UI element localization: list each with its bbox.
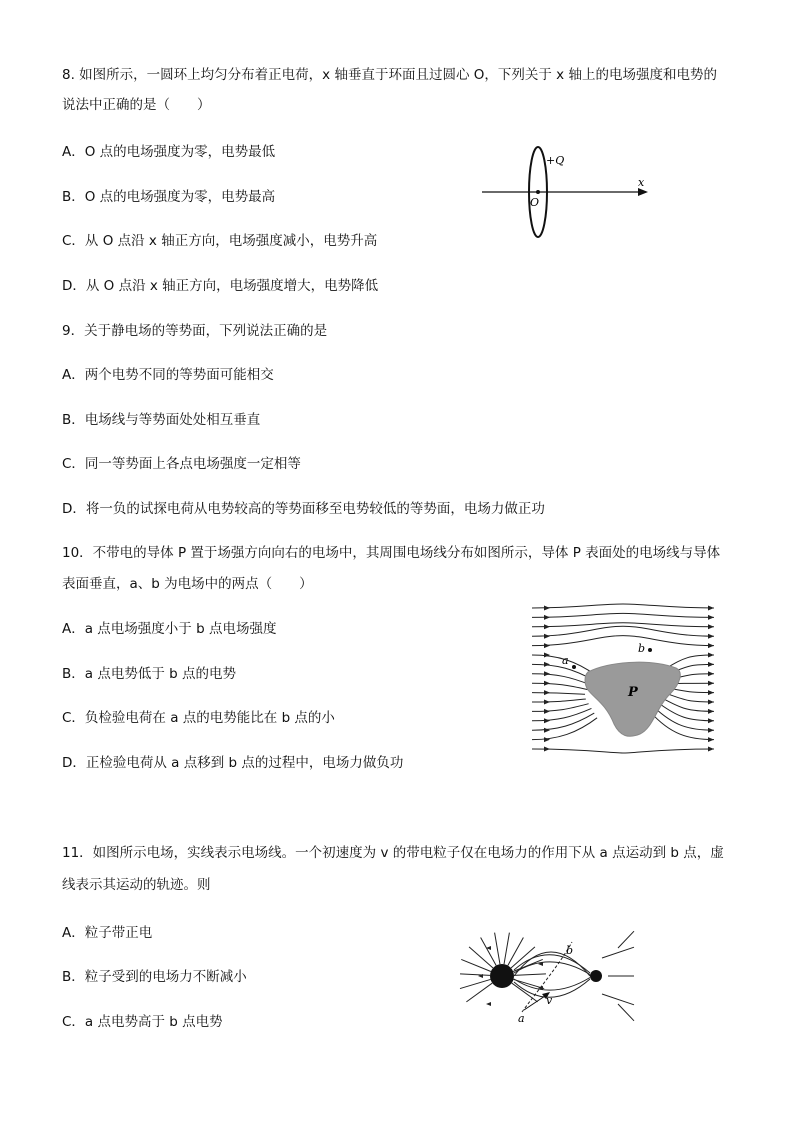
field-line-arrow (544, 737, 550, 742)
field-line-arrow (708, 690, 714, 695)
field-line (532, 604, 714, 608)
field-line-arrow (544, 700, 550, 705)
q8-option-a: A．O 点的电场强度为零，电势最低 (62, 144, 276, 160)
field-line-arrow (544, 671, 550, 676)
q8-option-c: C．从 O 点沿 x 轴正方向，电场强度减小，电势升高 (62, 233, 378, 249)
field-line-arrow (708, 709, 714, 714)
q11-field-line (460, 974, 490, 976)
field-line-arrow (708, 624, 714, 629)
field-line (532, 636, 714, 646)
q11-stem-line1: 11．如图所示电场，实线表示电场线。一个初速度为 v 的带电粒子仅在电场力的作用下从 a 点运动到 b 点，虚 (62, 845, 724, 861)
q9-option-b: B．电场线与等势面处处相互垂直 (62, 412, 261, 428)
q11-option-a: A．粒子带正电 (62, 925, 153, 941)
field-line-arrow (708, 718, 714, 723)
q9-option-c: C．同一等势面上各点电场强度一定相等 (62, 456, 301, 472)
field-line-arrow (544, 728, 550, 733)
q10-option-b: B．a 点电势低于 b 点的电势 (62, 666, 236, 682)
q11-field-line (618, 1004, 634, 1021)
field-line-arrow (708, 671, 714, 676)
q11-field-line (461, 959, 491, 971)
field-line (532, 613, 714, 617)
q11-field-line (514, 974, 546, 976)
q8-option-d: D．从 O 点沿 x 轴正方向，电场强度增大，电势降低 (62, 278, 379, 294)
field-line-arrow (544, 624, 550, 629)
q10-option-a: A．a 点电场强度小于 b 点电场强度 (62, 621, 277, 637)
q11-field-line (481, 938, 497, 966)
q11-field-line (602, 994, 634, 1005)
q11-field-line (469, 947, 493, 968)
q9-option-a: A．两个电势不同的等势面可能相交 (62, 367, 274, 383)
field-line-arrow (544, 718, 550, 723)
field-line-arrow (544, 606, 550, 611)
q11-field-line (495, 933, 500, 965)
field-line-arrow (544, 615, 550, 620)
ring-center-dot (536, 190, 540, 194)
field-line-arrow (544, 662, 550, 667)
q9-option-d: D．将一负的试探电荷从电势较高的等势面移至电势较低的等势面，电场力做正功 (62, 501, 545, 517)
velocity-label: v (546, 994, 553, 1007)
center-label: O (530, 196, 540, 209)
field-line-arrow (708, 700, 714, 705)
field-line (532, 749, 714, 753)
point-b-label: b (566, 944, 574, 957)
point-b-label: b (638, 642, 646, 655)
conductor-label: P (628, 685, 638, 700)
field-line-arrow (708, 747, 714, 752)
q8-stem-line1: 8. 如图所示，一圆环上均匀分布着正电荷，x 轴垂直于环面且过圆心 O，下列关于 x 轴上的电场强度和电势的 (62, 67, 717, 83)
q11-field-line (602, 947, 634, 958)
point-a-label: a (518, 1012, 525, 1024)
q10-stem-line1: 10．不带电的导体 P 置于场强方向向右的电场中，其周围电场线分布如图所示，导体 P 表面处的电场线与导体 (62, 545, 721, 561)
point-a-dot (572, 665, 576, 669)
q11-field-line (618, 931, 634, 948)
q11-option-b: B．粒子受到的电场力不断减小 (62, 969, 247, 985)
field-line-arrow (708, 662, 714, 667)
field-line-arrow (708, 634, 714, 639)
field-line-arrow (544, 681, 550, 686)
field-line-arrow (544, 634, 550, 639)
field-line-arrow (544, 709, 550, 714)
q8-option-b: B．O 点的电场强度为零，电势最高 (62, 189, 276, 205)
q11-stem-line2: 线表示其运动的轨迹。则 (62, 877, 211, 893)
point-a-label: a (562, 654, 569, 667)
axis-label: x (638, 176, 645, 189)
large-charge (490, 964, 514, 988)
point-b-dot (648, 648, 652, 652)
q11-field-line (504, 933, 509, 965)
q8-stem-line2: 说法中正确的是（ ） (62, 97, 211, 113)
q11-field-arrow (486, 1002, 491, 1006)
q10-option-d: D．正检验电荷从 a 点移到 b 点的过程中，电场力做负功 (62, 755, 404, 771)
q11-option-c: C．a 点电势高于 b 点电势 (62, 1014, 223, 1030)
field-line-arrow (544, 643, 550, 648)
ring-charge-figure (478, 140, 658, 245)
field-line-arrow (708, 643, 714, 648)
field-line-arrow (708, 737, 714, 742)
field-line-arrow (708, 653, 714, 658)
q10-option-c: C．负检验电荷在 a 点的电势能比在 b 点的小 (62, 710, 335, 726)
field-line-arrow (708, 728, 714, 733)
charge-label: +Q (546, 154, 565, 167)
field-line-arrow (708, 606, 714, 611)
x-axis-arrow-icon (638, 188, 648, 196)
small-charge (590, 970, 602, 982)
field-line-arrow (708, 681, 714, 686)
field-line-arrow (544, 653, 550, 658)
conductor-field-figure (528, 600, 718, 766)
field-line (532, 626, 714, 636)
field-line-arrow (544, 747, 550, 752)
q11-field-line (508, 938, 524, 966)
field-line-arrow (544, 690, 550, 695)
q10-stem-line2: 表面垂直，a、b 为电场中的两点（ ） (62, 576, 313, 592)
field-line-arrow (708, 615, 714, 620)
q9-stem: 9．关于静电场的等势面，下列说法正确的是 (62, 323, 328, 339)
particle-trajectory-figure (458, 928, 638, 1024)
q11-field-lines (460, 931, 634, 1021)
